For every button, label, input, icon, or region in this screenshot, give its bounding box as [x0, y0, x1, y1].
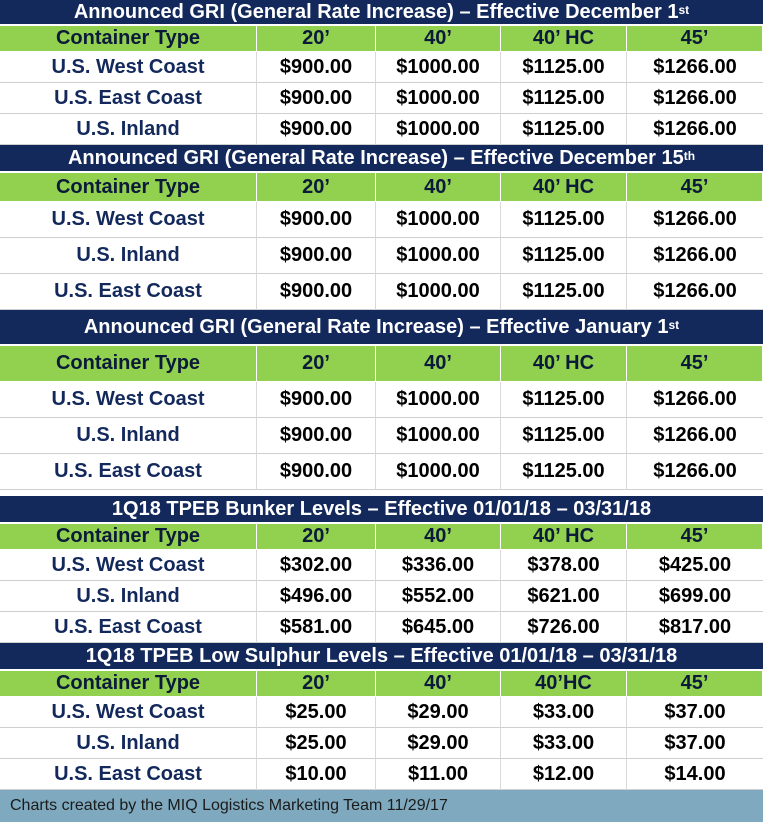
rate-cell: $336.00 [376, 550, 501, 581]
rate-cell: $1266.00 [627, 52, 763, 83]
section-title-text: 1Q18 TPEB Low Sulphur Levels – Effective 01/01/18 – 03/31/18 [85, 644, 678, 667]
rate-cell: $1000.00 [376, 83, 501, 114]
rate-cell: $900.00 [257, 238, 376, 274]
rate-cell: $1266.00 [627, 238, 763, 274]
table-row [0, 202, 763, 238]
header-container-type: Container Type [0, 26, 257, 52]
row-label: U.S. West Coast [0, 382, 257, 418]
section-title-text: Announced GRI (General Rate Increase) – Effective December 1 [73, 0, 679, 23]
row-label: U.S. Inland [0, 114, 257, 145]
header-45ft: 45’ [627, 346, 763, 382]
rate-cell: $900.00 [257, 83, 376, 114]
header-40ft: 40’ [376, 524, 501, 550]
rate-cell: $1266.00 [627, 454, 763, 490]
row-label: U.S. West Coast [0, 52, 257, 83]
header-40ft: 40’ [376, 173, 501, 202]
header-40ft: 40’ [376, 671, 501, 697]
section-title [0, 0, 763, 26]
table-row [0, 274, 763, 310]
row-label: U.S. West Coast [0, 550, 257, 581]
rate-cell: $12.00 [501, 759, 627, 790]
section-title-text: 1Q18 TPEB Bunker Levels – Effective 01/01/18 – 03/31/18 [111, 497, 652, 520]
footer-text: Charts created by the MIQ Logistics Marketing Team 11/29/17 [10, 797, 448, 814]
section-title-suffix: st [668, 318, 680, 332]
rate-cell: $1000.00 [376, 454, 501, 490]
section-title-suffix: th [683, 149, 696, 163]
rate-cell: $621.00 [501, 581, 627, 612]
rate-cell: $900.00 [257, 418, 376, 454]
rate-cell: $900.00 [257, 382, 376, 418]
rate-cell: $1125.00 [501, 274, 627, 310]
table-row [0, 612, 763, 643]
rate-cell: $900.00 [257, 114, 376, 145]
rate-cell: $900.00 [257, 202, 376, 238]
rate-cell: $11.00 [376, 759, 501, 790]
rate-cell: $1125.00 [501, 202, 627, 238]
header-container-type: Container Type [0, 173, 257, 202]
table-row [0, 114, 763, 145]
row-label: U.S. East Coast [0, 274, 257, 310]
rate-cell: $33.00 [501, 728, 627, 759]
section-title [0, 496, 763, 524]
table-row [0, 238, 763, 274]
row-label: U.S. East Coast [0, 83, 257, 114]
table-row [0, 52, 763, 83]
header-container-type: Container Type [0, 346, 257, 382]
rate-cell: $900.00 [257, 274, 376, 310]
header-40ft-hc: 40’ HC [501, 173, 627, 202]
table-row [0, 759, 763, 790]
rate-cell: $1125.00 [501, 83, 627, 114]
header-container-type: Container Type [0, 671, 257, 697]
table-header-row [0, 346, 763, 382]
rate-cell: $552.00 [376, 581, 501, 612]
table-header-row [0, 671, 763, 697]
row-label: U.S. Inland [0, 238, 257, 274]
table-row [0, 454, 763, 490]
rate-cell: $817.00 [627, 612, 763, 643]
row-label: U.S. Inland [0, 728, 257, 759]
footer-credit [0, 790, 763, 822]
rate-cell: $1000.00 [376, 52, 501, 83]
header-45ft: 45’ [627, 26, 763, 52]
rate-cell: $645.00 [376, 612, 501, 643]
row-label: U.S. Inland [0, 581, 257, 612]
rate-cell: $1266.00 [627, 83, 763, 114]
rate-cell: $1266.00 [627, 382, 763, 418]
rate-cell: $496.00 [257, 581, 376, 612]
header-20ft: 20’ [257, 346, 376, 382]
rate-cell: $378.00 [501, 550, 627, 581]
rate-cell: $1125.00 [501, 418, 627, 454]
rate-cell: $1125.00 [501, 454, 627, 490]
header-40ft-hc: 40’ HC [501, 524, 627, 550]
rate-cell: $699.00 [627, 581, 763, 612]
section-title-suffix: st [678, 3, 690, 17]
rate-cell: $425.00 [627, 550, 763, 581]
rate-cell: $900.00 [257, 52, 376, 83]
rate-cell: $1125.00 [501, 238, 627, 274]
rate-cell: $10.00 [257, 759, 376, 790]
row-label: U.S. East Coast [0, 454, 257, 490]
header-40ft-hc: 40’ HC [501, 26, 627, 52]
table-header-row [0, 26, 763, 52]
rate-cell: $1000.00 [376, 238, 501, 274]
rate-cell: $1000.00 [376, 202, 501, 238]
table-row [0, 550, 763, 581]
table-header-row [0, 173, 763, 202]
rate-cell: $1125.00 [501, 382, 627, 418]
rate-cell: $25.00 [257, 728, 376, 759]
row-label: U.S. East Coast [0, 612, 257, 643]
rate-cell: $1000.00 [376, 274, 501, 310]
section-title-text: Announced GRI (General Rate Increase) – Effective December 15 [67, 146, 684, 169]
rate-cell: $726.00 [501, 612, 627, 643]
table-row [0, 728, 763, 759]
rate-cell: $14.00 [627, 759, 763, 790]
table-header-row [0, 524, 763, 550]
section-title-text: Announced GRI (General Rate Increase) – Effective January 1 [83, 315, 669, 338]
header-45ft: 45’ [627, 173, 763, 202]
section-title [0, 310, 763, 346]
header-40ft-hc: 40’ HC [501, 346, 627, 382]
header-20ft: 20’ [257, 524, 376, 550]
header-45ft: 45’ [627, 524, 763, 550]
row-label: U.S. East Coast [0, 759, 257, 790]
rate-cell: $1266.00 [627, 202, 763, 238]
table-row [0, 382, 763, 418]
rate-cell: $900.00 [257, 454, 376, 490]
rate-cell: $1266.00 [627, 114, 763, 145]
rate-cell: $1266.00 [627, 418, 763, 454]
rate-cell: $25.00 [257, 697, 376, 728]
header-20ft: 20’ [257, 26, 376, 52]
rate-cell: $33.00 [501, 697, 627, 728]
rate-cell: $29.00 [376, 728, 501, 759]
header-20ft: 20’ [257, 671, 376, 697]
rate-cell: $37.00 [627, 728, 763, 759]
rate-cell: $37.00 [627, 697, 763, 728]
row-label: U.S. West Coast [0, 697, 257, 728]
rate-cell: $302.00 [257, 550, 376, 581]
table-row [0, 697, 763, 728]
table-row [0, 418, 763, 454]
rate-cell: $1266.00 [627, 274, 763, 310]
rate-cell: $29.00 [376, 697, 501, 728]
rate-cell: $581.00 [257, 612, 376, 643]
header-40ft: 40’ [376, 346, 501, 382]
row-label: U.S. Inland [0, 418, 257, 454]
rate-cell: $1125.00 [501, 52, 627, 83]
rate-cell: $1000.00 [376, 382, 501, 418]
header-40ft-hc: 40’HC [501, 671, 627, 697]
header-45ft: 45’ [627, 671, 763, 697]
table-row [0, 83, 763, 114]
section-title [0, 145, 763, 173]
header-20ft: 20’ [257, 173, 376, 202]
rate-cell: $1000.00 [376, 114, 501, 145]
header-container-type: Container Type [0, 524, 257, 550]
section-title [0, 643, 763, 671]
rate-cell: $1000.00 [376, 418, 501, 454]
table-row [0, 581, 763, 612]
header-40ft: 40’ [376, 26, 501, 52]
rate-cell: $1125.00 [501, 114, 627, 145]
row-label: U.S. West Coast [0, 202, 257, 238]
